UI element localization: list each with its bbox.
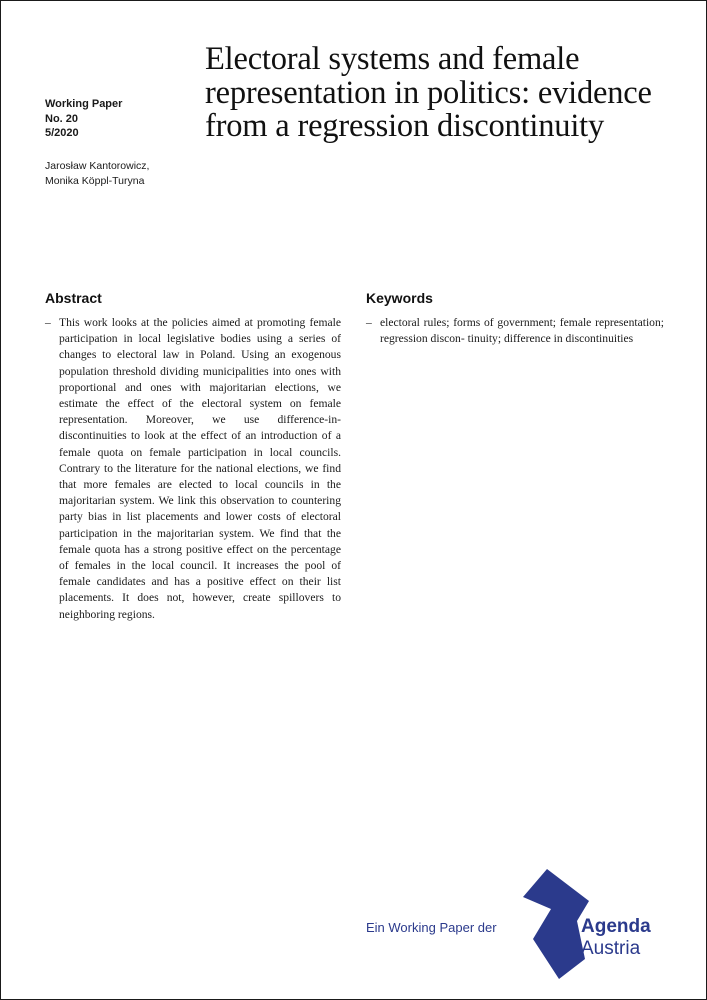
paper-number: No. 20 [45, 112, 79, 125]
abstract-heading: Abstract [45, 290, 102, 306]
abstract-body [45, 315, 341, 623]
author-1: Jarosław Kantorowicz, [45, 159, 150, 172]
authors [45, 159, 195, 189]
keywords-dash: – [366, 316, 372, 329]
paper-meta [45, 97, 195, 189]
logo-shape [523, 869, 589, 979]
abstract-text: This work looks at the policies aimed at promoting female participation in local legislative bodies using a series of changes to electoral law in Poland. Using an exogenous population threshold dividing municipalities into ones with proportional and ones with majoritarian elections, we estimate the effect of the electoral system on female representation. Moreover, we use difference-in-discontinuities to look at the effect of an introduction of a female quota on female participation in local councils. Contrary to the literature for the national elections, we find that more females are elected to local councils in the majoritarian system. We link this observation to countering party bias in list placements and lower costs of electoral participation in the majoritarian system. We find that the female quota has a strong positive effect on the percentage of females in the local council. It increases the pool of female candidates and has a positive effect on their list placements. It does not, however, create spillovers to neighboring regions. [59, 316, 341, 621]
logo-word-agenda: Agenda [581, 916, 651, 937]
author-2: Monika Köppl-Turyna [45, 174, 145, 187]
logo-word-austria: Austria [581, 938, 641, 959]
paper-date: 5/2020 [45, 127, 79, 139]
keywords-body [366, 315, 664, 347]
abstract-dash: – [45, 316, 51, 329]
keywords-heading: Keywords [366, 290, 433, 306]
paper-title: Electoral systems and female representation in politics: evidence from a regression discontinuity [205, 41, 652, 144]
keywords-text: electoral rules; forms of government; female representation; regression discon- tinuity; difference in discontinuities [380, 316, 664, 346]
footer-tagline: Ein Working Paper der [366, 920, 497, 935]
series-label: Working Paper [45, 98, 123, 110]
